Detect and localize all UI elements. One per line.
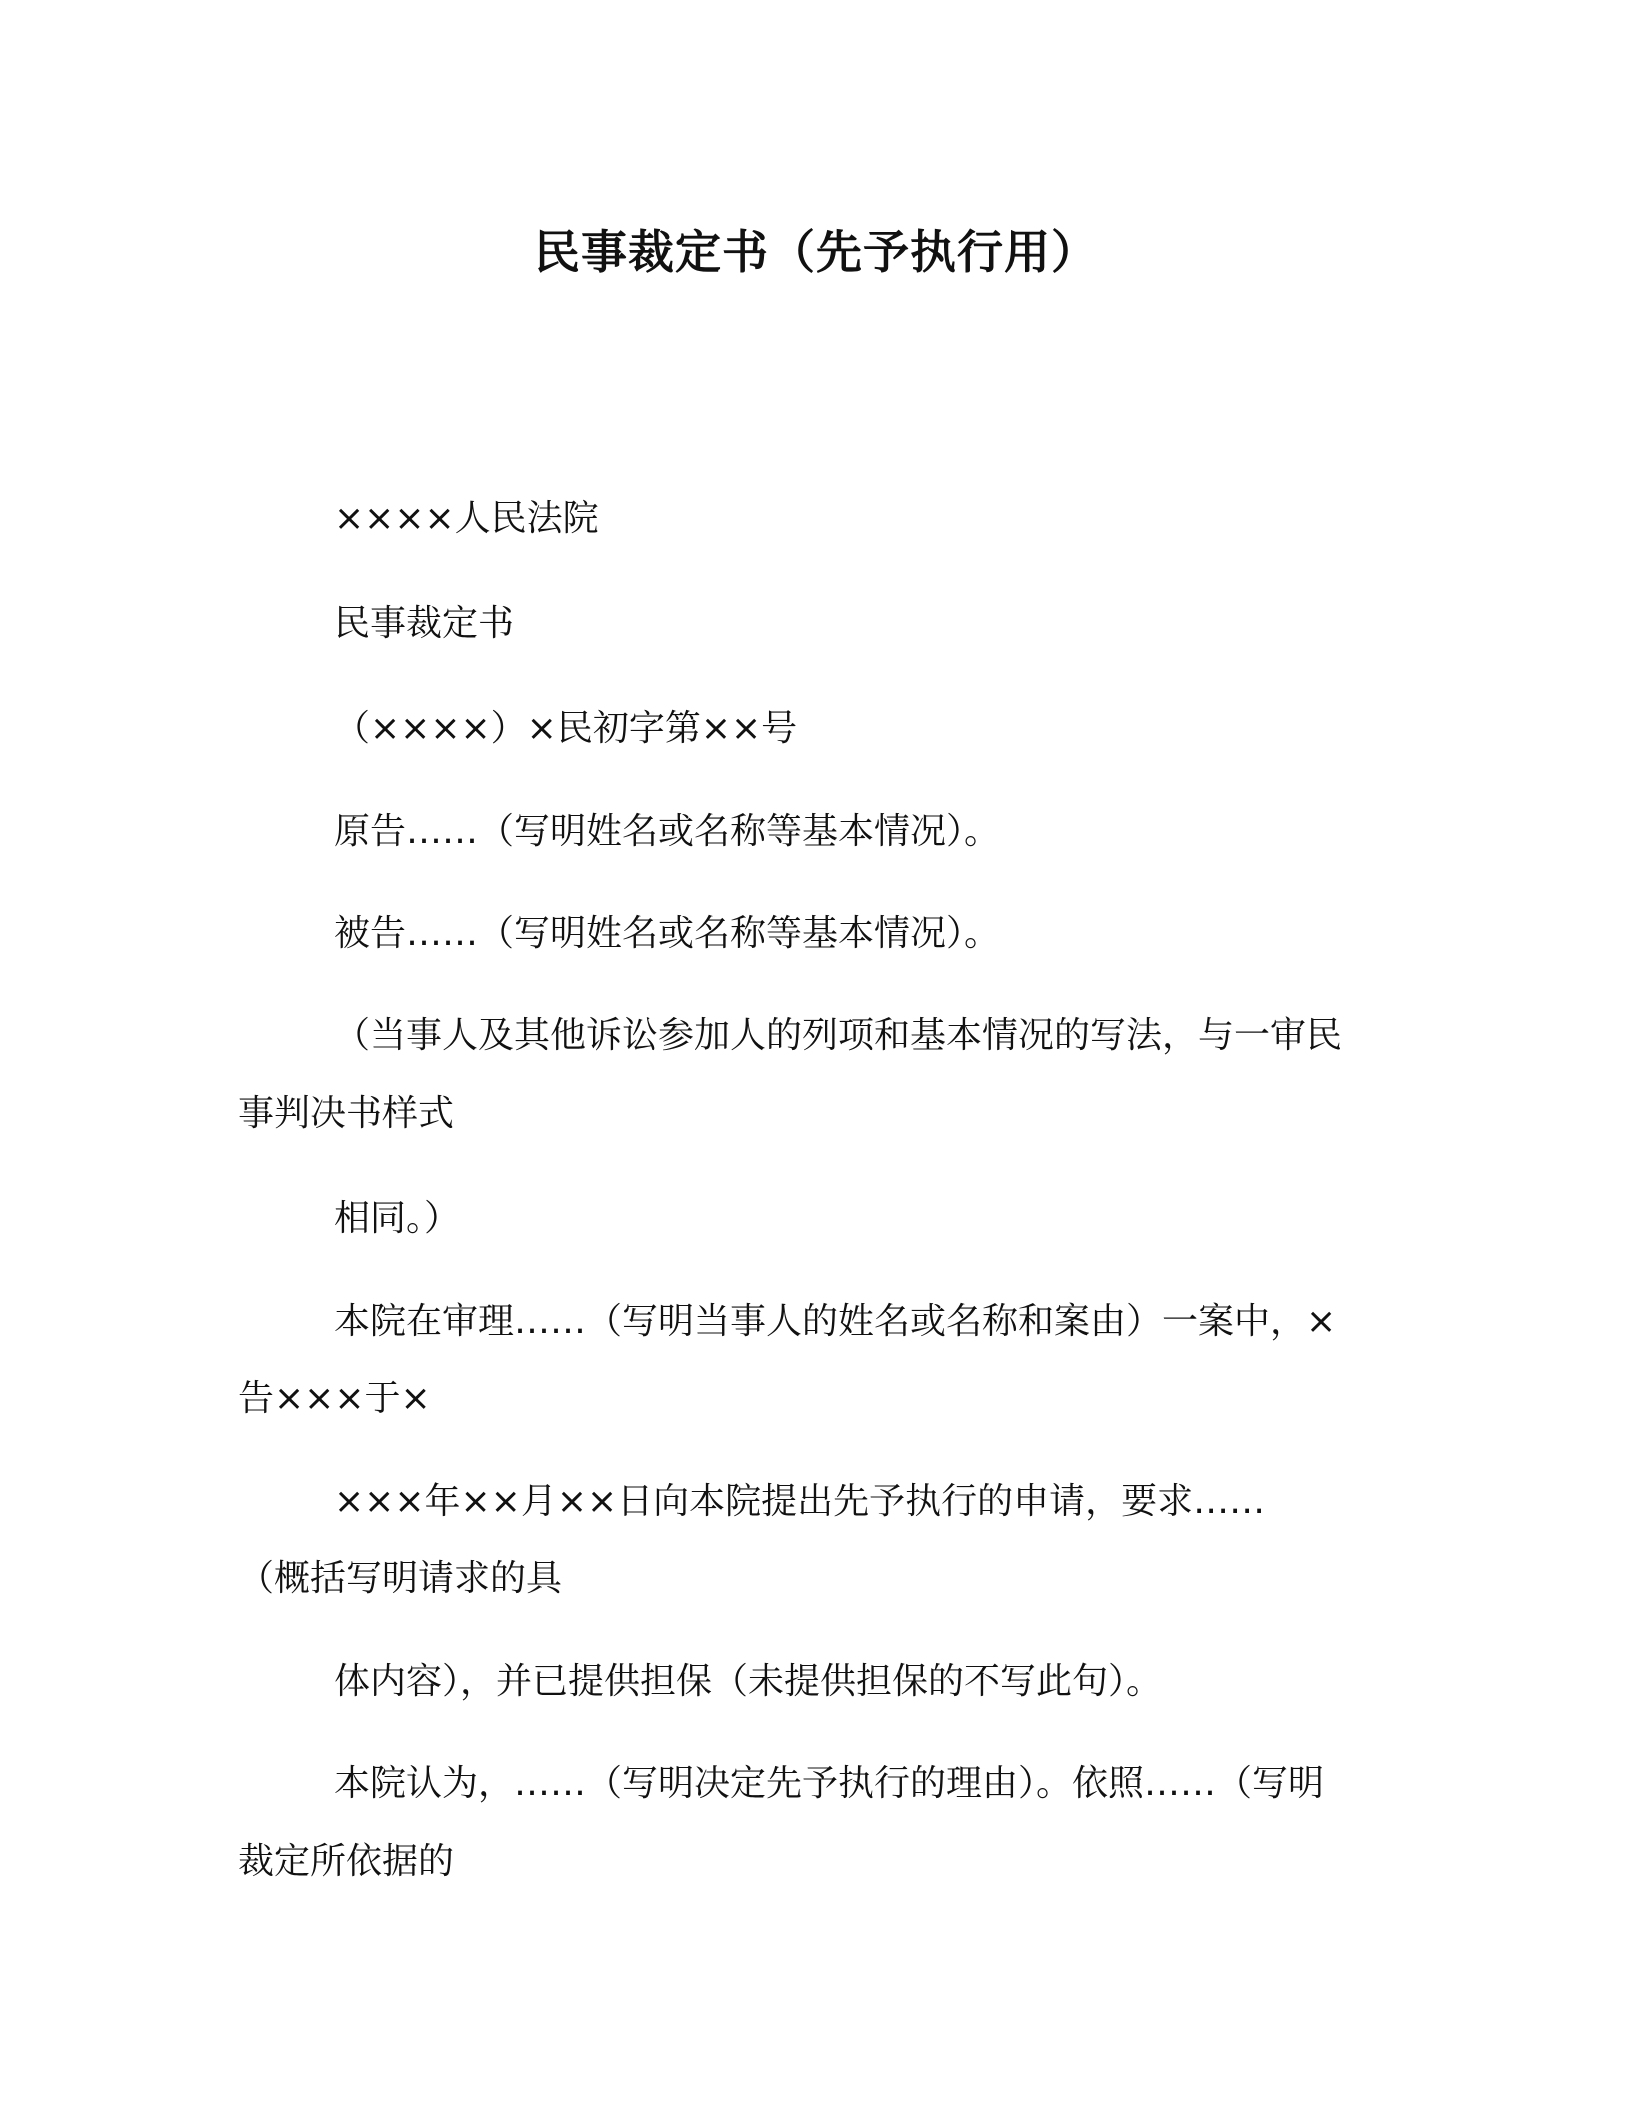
paragraph-line: （当事人及其他诉讼参加人的列项和基本情况的写法，与一审民 [334,1015,1343,1056]
case-number: （××××）×民初字第××号 [334,708,798,749]
paragraph-line: 裁定所依据的 [238,1841,455,1882]
document-type: 民事裁定书 [334,603,515,644]
document-title: 民事裁定书（先予执行用） [534,225,1098,279]
paragraph-line: 体内容），并已提供担保（未提供担保的不写此句）。 [334,1661,1163,1702]
plaintiff-line: 原告……（写明姓名或名称等基本情况）。 [334,811,1001,852]
paragraph-line: 本院认为，……（写明决定先予执行的理由）。依照……（写明 [334,1763,1325,1804]
paragraph-line: （概括写明请求的具 [238,1558,563,1599]
paragraph-line: 本院在审理……（写明当事人的姓名或名称和案由）一案中，× [334,1301,1337,1342]
paragraph-line: 相同。） [334,1198,461,1239]
court-name: ××××人民法院 [334,498,599,539]
paragraph-line: 事判决书样式 [238,1093,455,1134]
paragraph-line: ×××年××月××日向本院提出先予执行的申请，要求…… [334,1481,1266,1522]
defendant-line: 被告……（写明姓名或名称等基本情况）。 [334,913,1001,954]
paragraph-line: 告×××于× [238,1378,431,1419]
